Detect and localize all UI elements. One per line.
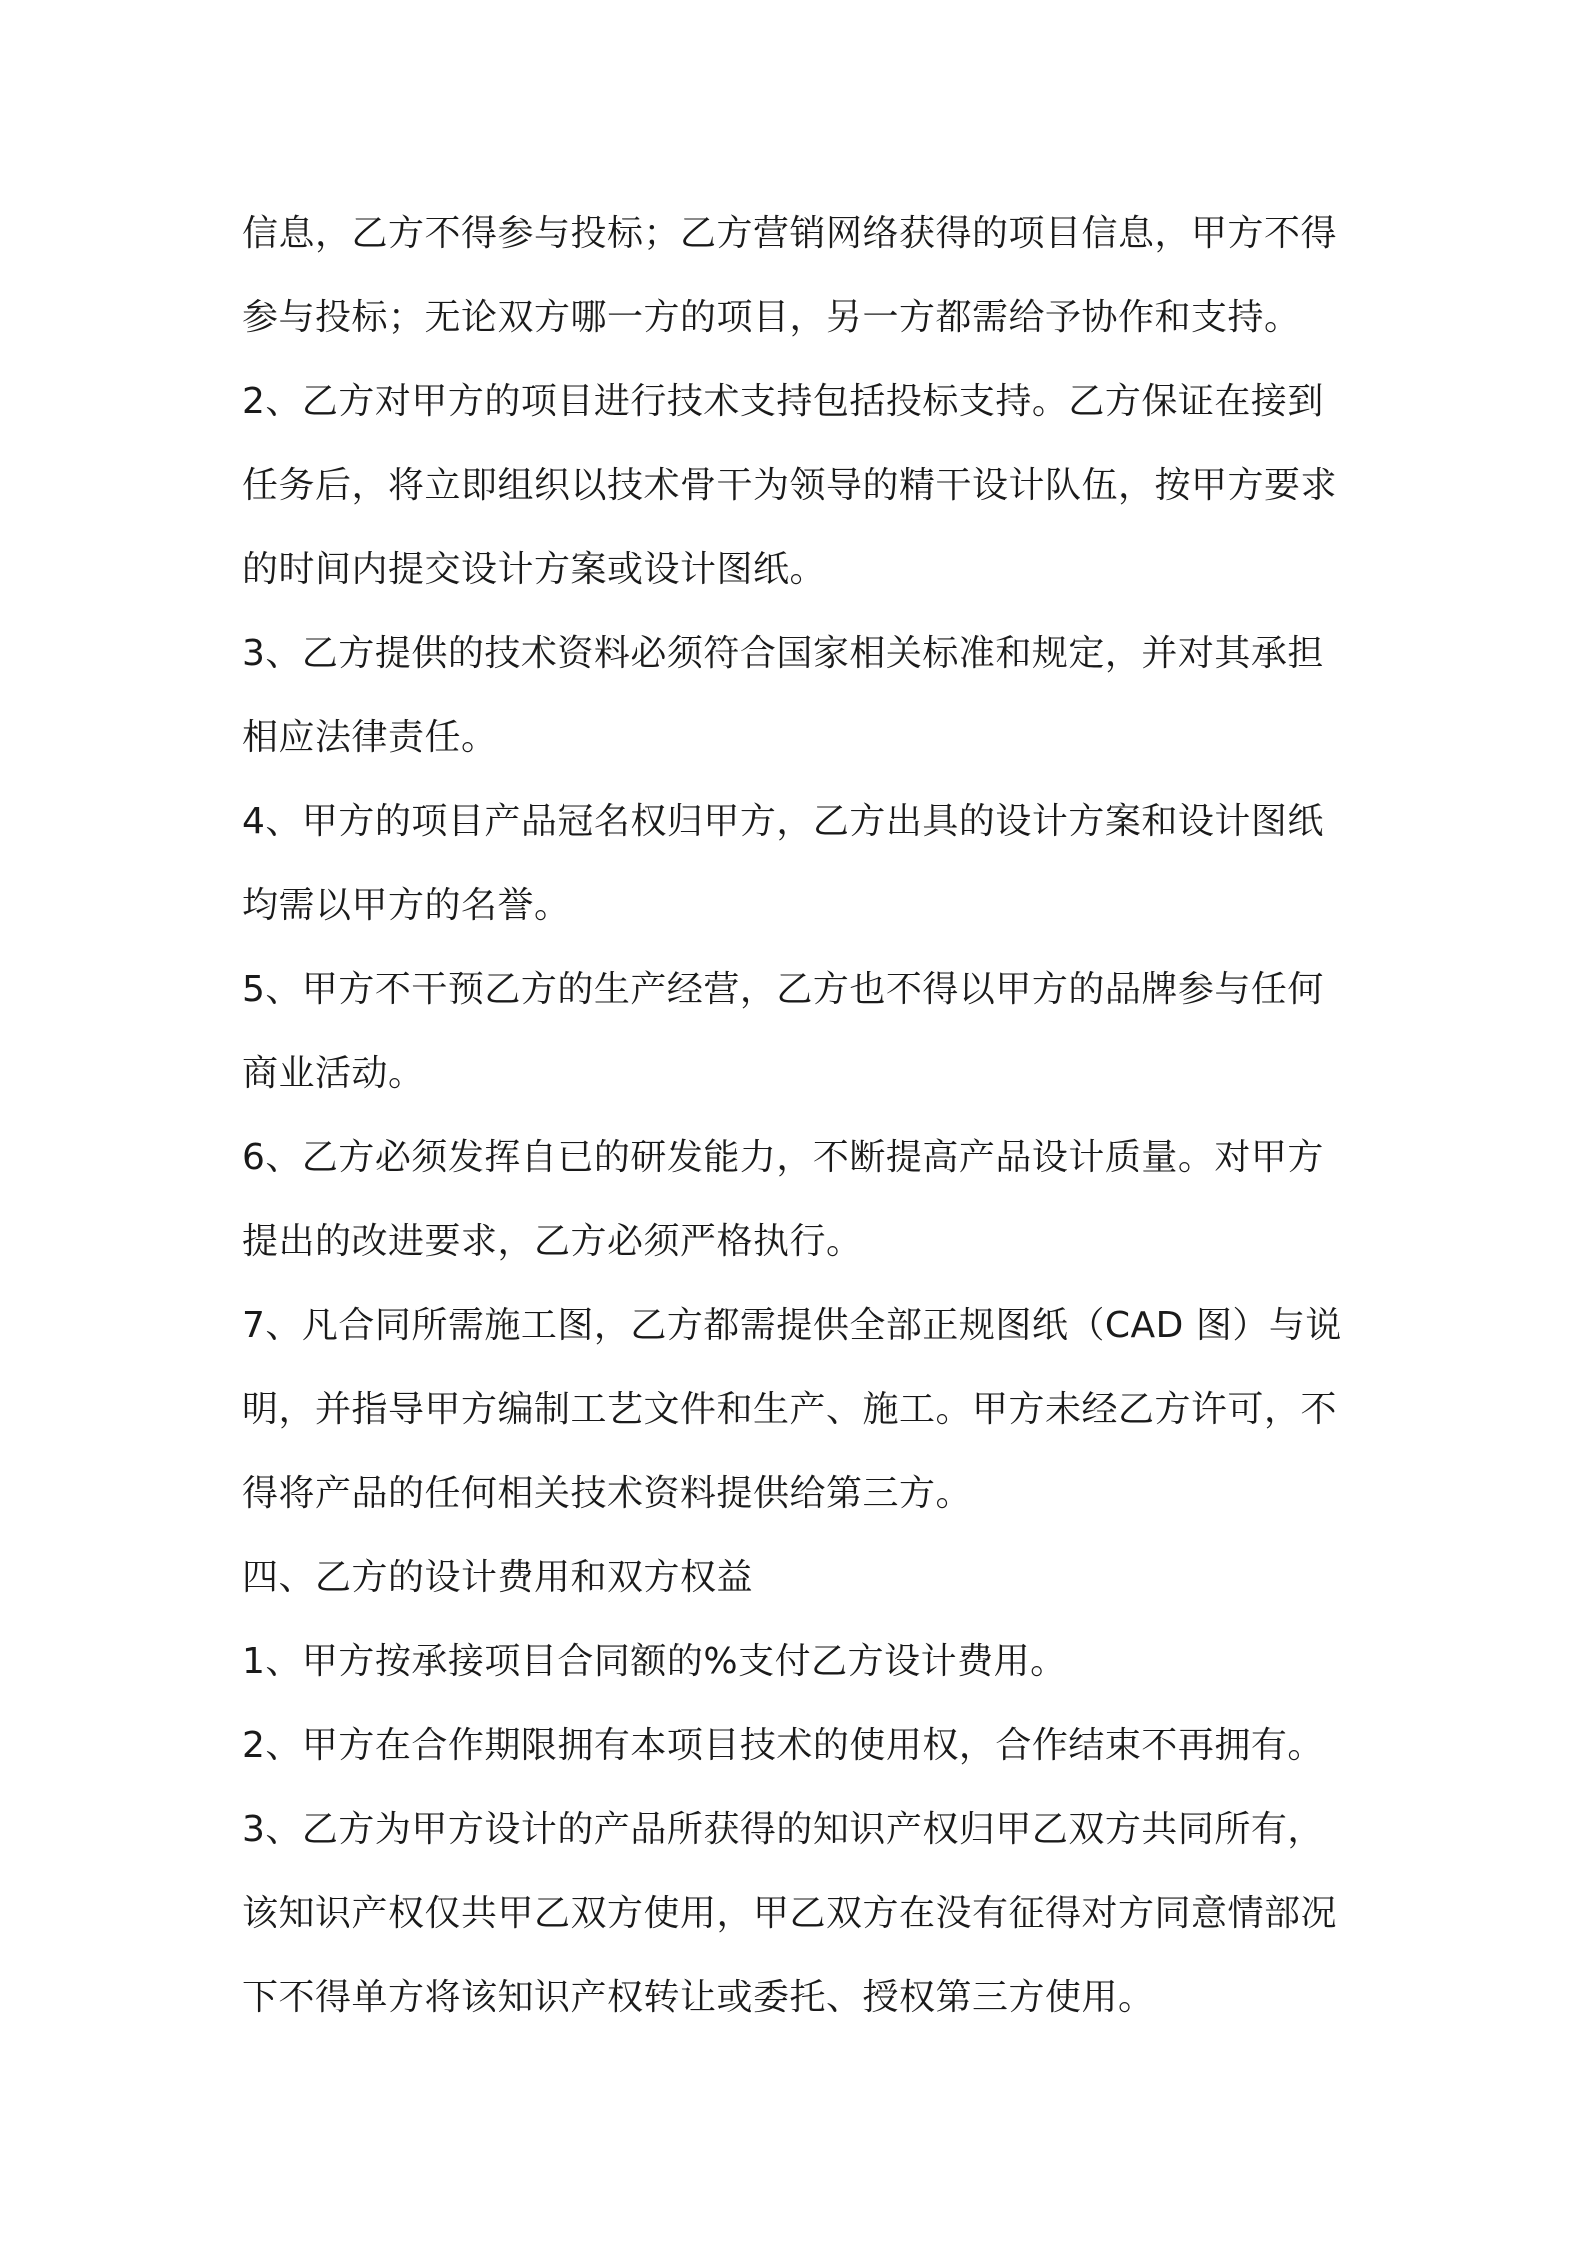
text-line-6: 3、乙方提供的技术资料必须符合国家相关标准和规定，并对其承担 — [242, 633, 1324, 674]
text-line-3: 2、乙方对甲方的项目进行技术支持包括投标支持。乙方保证在接到 — [242, 381, 1324, 422]
text-line-14: 7、凡合同所需施工图，乙方都需提供全部正规图纸（CAD 图）与说 — [242, 1305, 1342, 1346]
text-line-21: 该知识产权仅共甲乙双方使用，甲乙双方在没有征得对方同意情部况 — [242, 1893, 1338, 1934]
text-line-16: 得将产品的任何相关技术资料提供给第三方。 — [242, 1473, 973, 1514]
text-line-5: 的时间内提交设计方案或设计图纸。 — [242, 549, 827, 590]
text-line-10: 5、甲方不干预乙方的生产经营，乙方也不得以甲方的品牌参与任何 — [242, 969, 1324, 1010]
text-line-9: 均需以甲方的名誉。 — [242, 885, 571, 926]
text-line-20: 3、乙方为甲方设计的产品所获得的知识产权归甲乙双方共同所有， — [242, 1809, 1324, 1850]
text-line-12: 6、乙方必须发挥自已的研发能力，不断提高产品设计质量。对甲方 — [242, 1137, 1324, 1178]
text-line-11: 商业活动。 — [242, 1053, 425, 1094]
text-line-15: 明，并指导甲方编制工艺文件和生产、施工。甲方未经乙方许可，不 — [242, 1389, 1338, 1430]
text-line-1: 信息，乙方不得参与投标；乙方营销网络获得的项目信息，甲方不得 — [242, 213, 1338, 254]
text-line-19: 2、甲方在合作期限拥有本项目技术的使用权，合作结束不再拥有。 — [242, 1725, 1324, 1766]
text-line-18: 1、甲方按承接项目合同额的%支付乙方设计费用。 — [242, 1641, 1067, 1682]
text-line-7: 相应法律责任。 — [242, 717, 498, 758]
text-line-4: 任务后，将立即组织以技术骨干为领导的精干设计队伍，按甲方要求 — [242, 465, 1338, 506]
text-line-8: 4、甲方的项目产品冠名权归甲方，乙方出具的设计方案和设计图纸 — [242, 801, 1324, 842]
text-line-22: 下不得单方将该知识产权转让或委托、授权第三方使用。 — [242, 1977, 1155, 2018]
text-line-2: 参与投标；无论双方哪一方的项目，另一方都需给予协作和支持。 — [242, 297, 1301, 338]
section-heading: 四、乙方的设计费用和双方权益 — [242, 1557, 754, 1598]
document-body — [242, 192, 1358, 2040]
text-line-13: 提出的改进要求，乙方必须严格执行。 — [242, 1221, 863, 1262]
